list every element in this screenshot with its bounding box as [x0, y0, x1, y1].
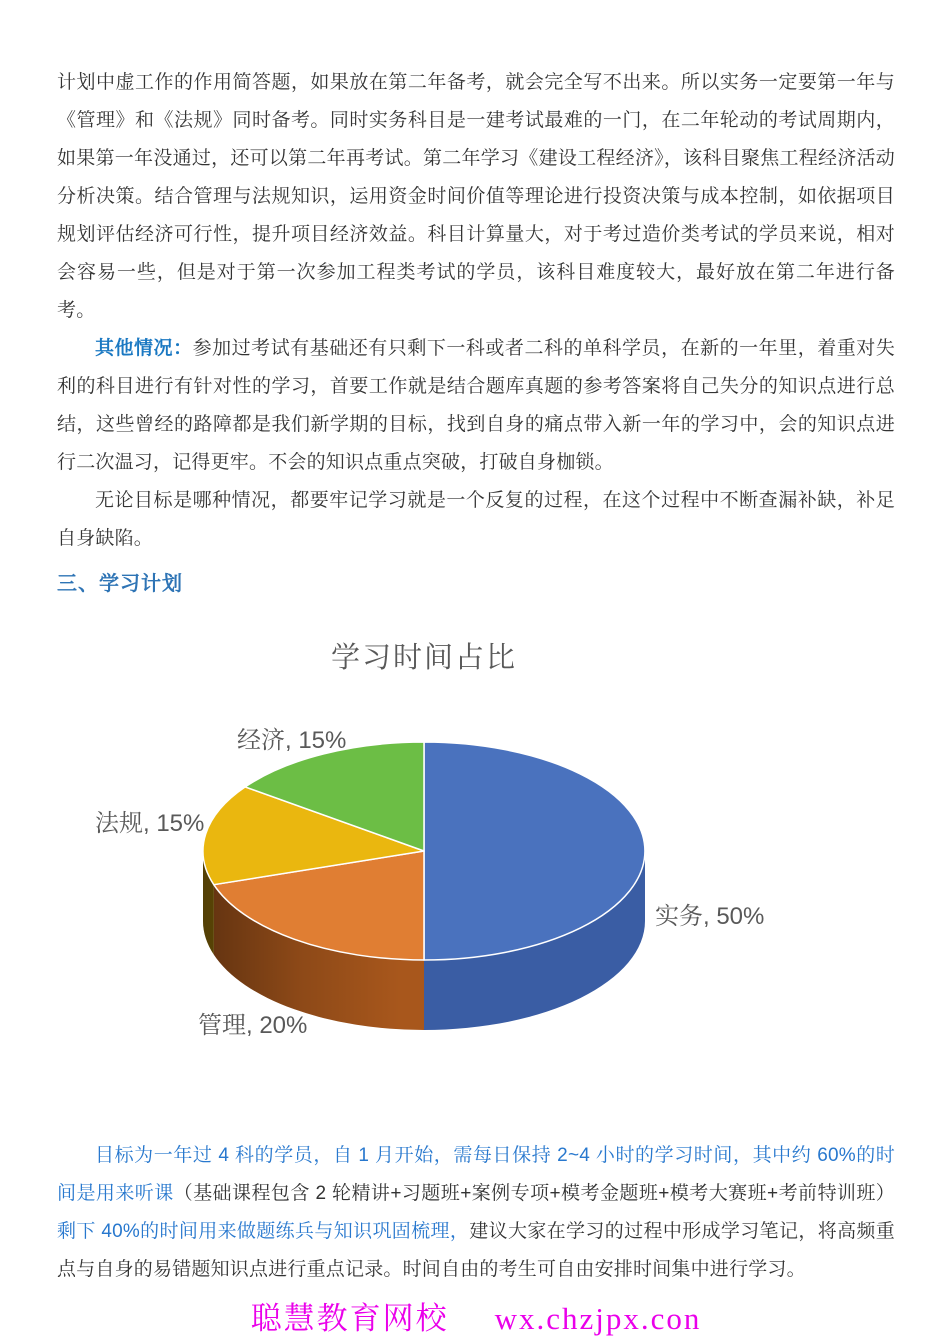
pie-label-4: 经济, 15% [237, 727, 347, 754]
pie-label-3: 法规, 15% [95, 810, 205, 837]
schedule-goal-text: 目标为一年过 4 科的学员，自 1 月开始，需每日保持 2~4 小时的学习时间，其中约 60%的时间是用来听课 [57, 1145, 895, 1204]
footer-watermark [57, 1293, 895, 1338]
pie-label-2: 管理, 20% [198, 1012, 308, 1039]
schedule-advice-text: 建议大家在学习的过程中形成学习笔记，将高频重点与自身的易错题知识点进行重点记录。时间自由的考生可自由安排时间集中进行学习。 [57, 1221, 895, 1280]
pie-chart-study-time [0, 616, 950, 1121]
pie-3d-svg [0, 616, 950, 1121]
paragraph-other-cases [57, 330, 895, 482]
paragraph-conclusion: 无论目标是哪种情况，都要牢记学习就是一个反复的过程，在这个过程中不断查漏补缺，补足自身缺陷。 [57, 490, 895, 549]
schedule-practice-text: 剩下 40%的时间用来做题练兵与知识巩固梳理， [57, 1221, 470, 1242]
paragraph-practical-subject: 计划中虚工作的作用简答题，如果放在第二年备考，就会完全写不出来。所以实务一定要第一年与《管理》和《法规》同时备考。同时实务科目是一建考试最难的一门，在二年轮动的考试周期内，如果第一年没通过，还可以第二年再考试。第二年学习《建设工程经济》，该科目聚焦工程经济活动分析决策。结合管理与法规知识，运用资金时间价值等理论进行投资决策与成本控制，如依据项目规划评估经济可行性，提升项目经济效益。科目计算量大，对于考过造价类考试的学员来说，相对会容易一些，但是对于第一次参加工程类考试的学员，该科目难度较大，最好放在第二年进行备考。 [57, 72, 895, 321]
section-heading-study-plan: 三、学习计划 [57, 573, 183, 595]
schedule-course-list: （基础课程包含 2 轮精讲+习题班+案例专项+模考金题班+模考大赛班+考前特训班） [173, 1183, 895, 1204]
paragraph-lead-other-cases: 其他情况： [95, 338, 193, 359]
footer-contact: wx.chzjpx.con [494, 1301, 702, 1336]
pie-label-1: 实务, 50% [655, 903, 765, 930]
paragraph-other-cases-body: 参加过考试有基础还有只剩下一科或者二科的单科学员，在新的一年里，着重对失利的科目进行有针对性的学习，首要工作就是结合题库真题的参考答案将自己失分的知识点进行总结，这些曾经的路障都是我们新学期的目标，找到自身的痛点带入新一年的学习中，会的知识点进行二次温习，记得更牢。不会的知识点重点突破，打破自身枷锁。 [57, 338, 895, 473]
chart-title: 学习时间占比 [330, 642, 518, 674]
paragraph-schedule [57, 1137, 895, 1289]
footer-brand: 聪慧教育网校 [250, 1301, 449, 1336]
